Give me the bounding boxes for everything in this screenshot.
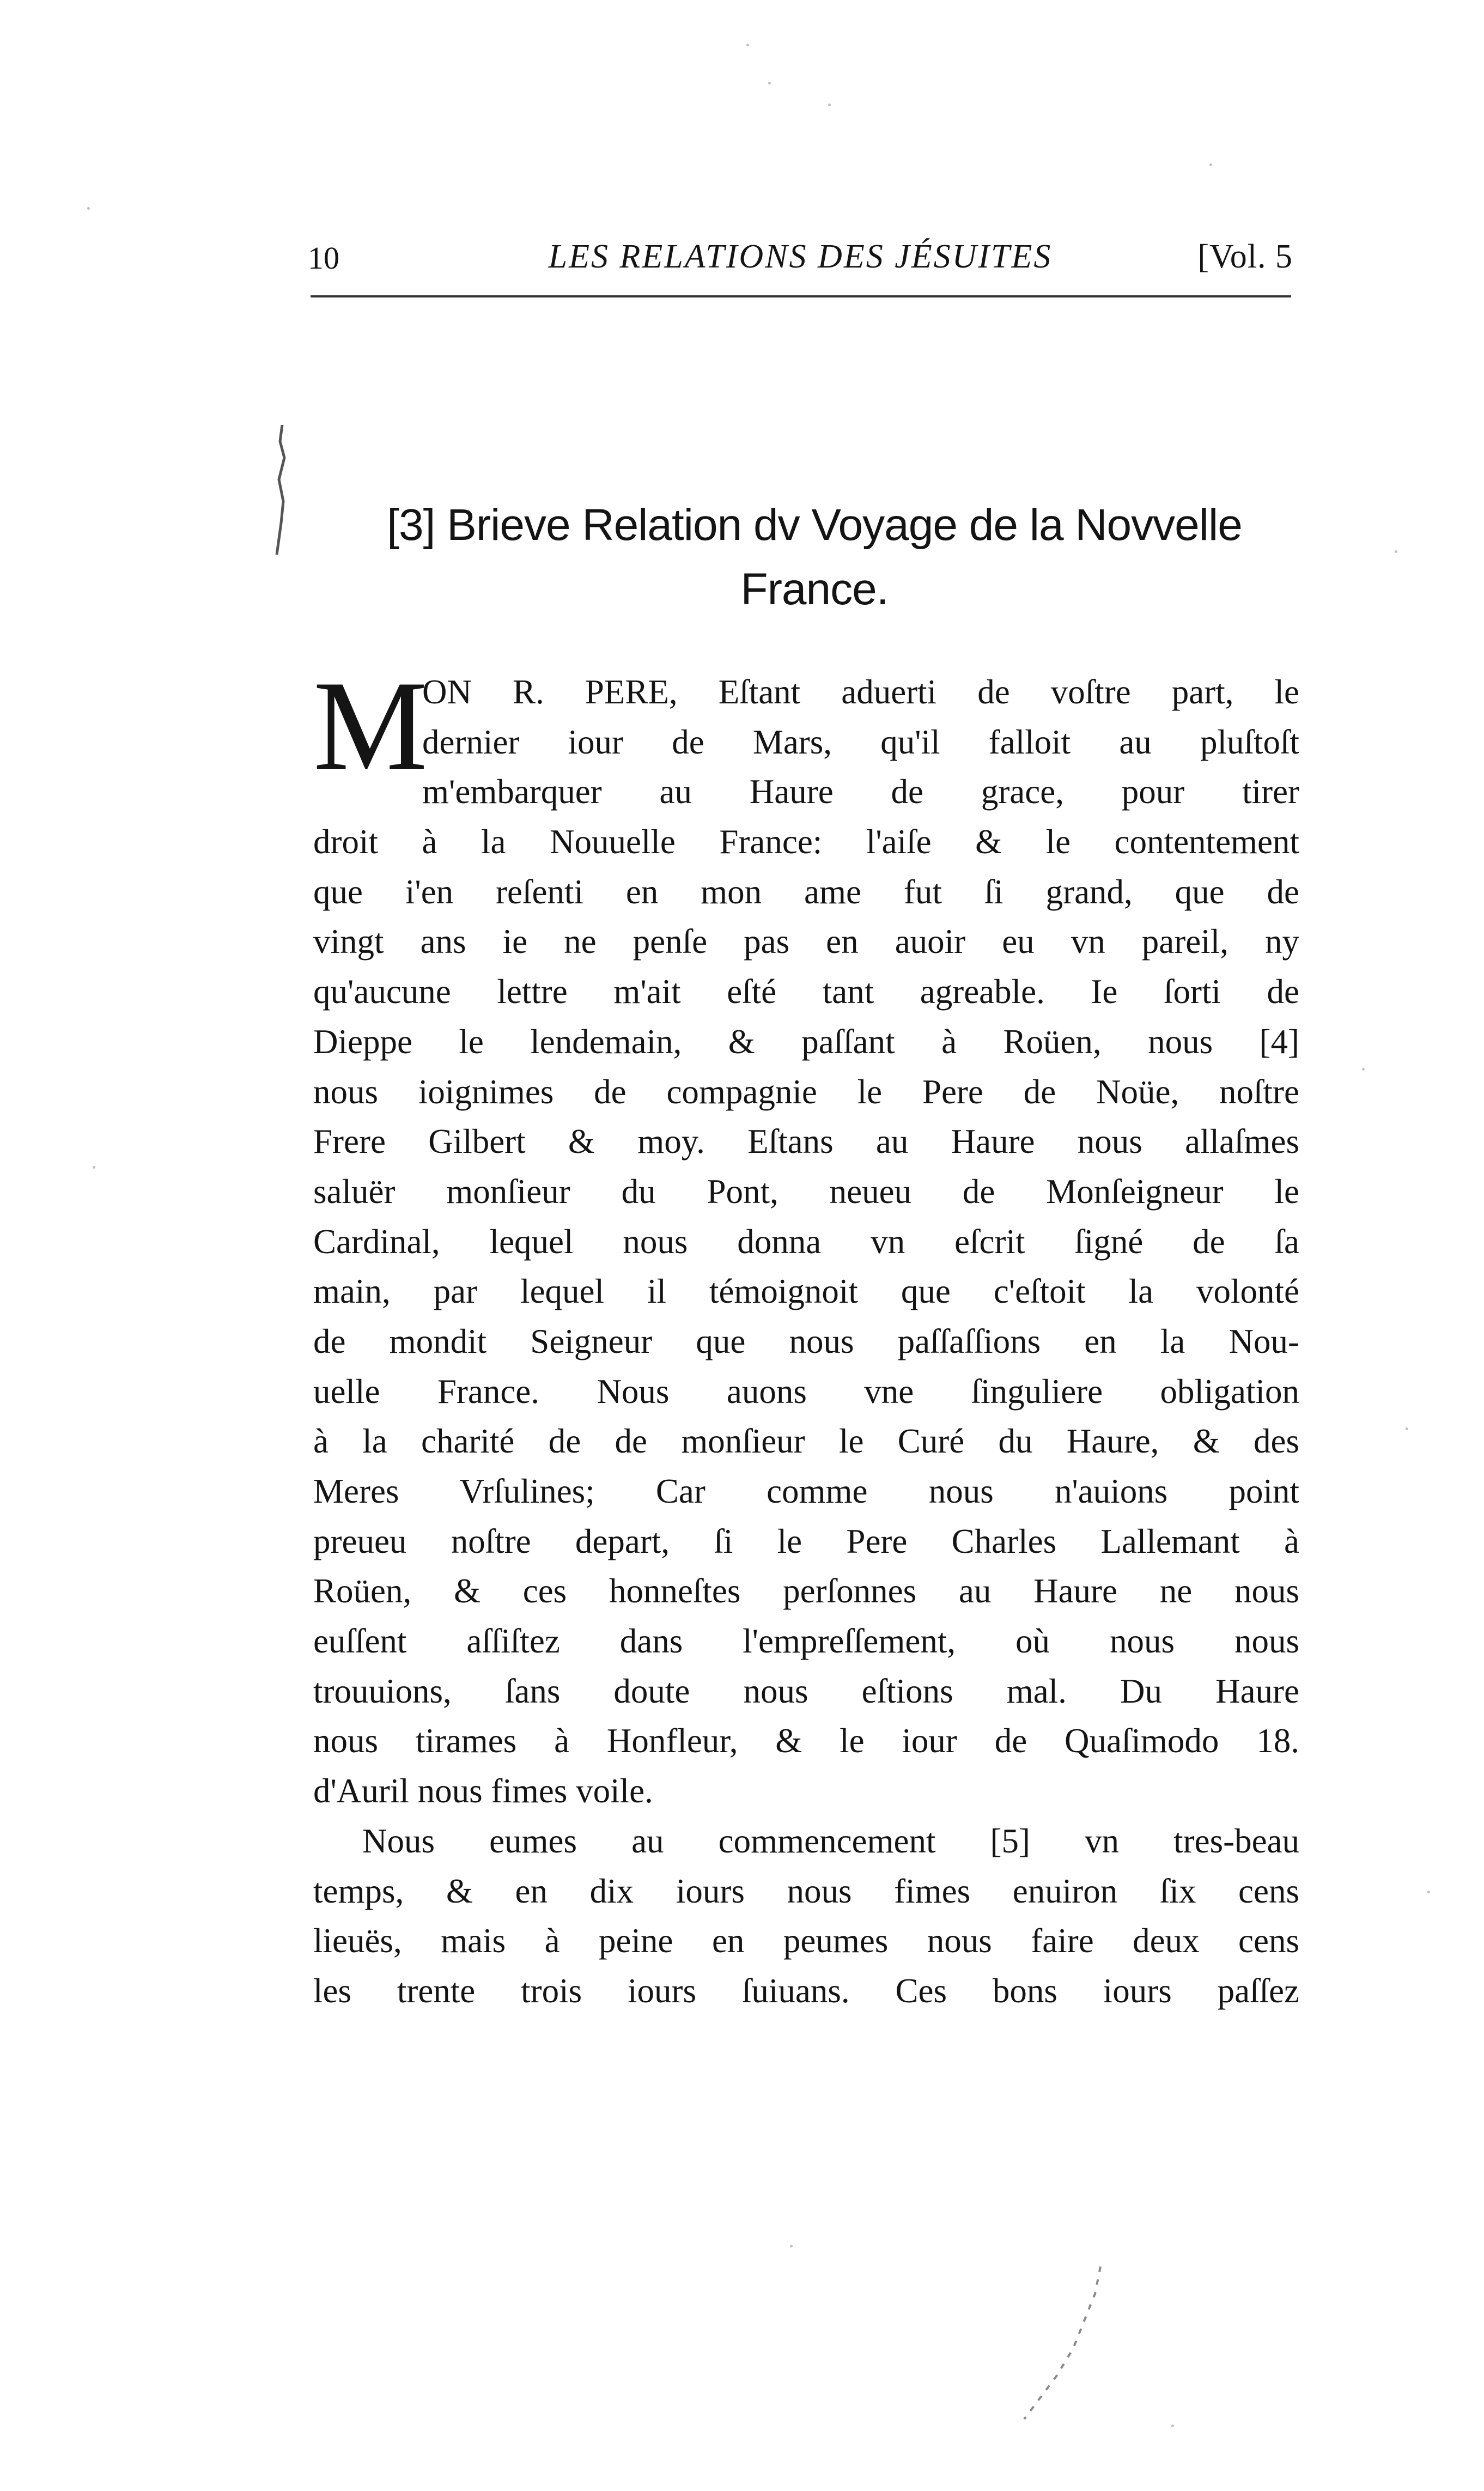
header-rule <box>311 295 1291 297</box>
text-line: preueu noſtre depart, ſi le Pere Charles Lallemant à <box>313 1522 1299 1560</box>
text-line: Frere Gilbert & moy. Eſtans au Haure nous allaſmes <box>313 1122 1299 1161</box>
scan-speck <box>87 207 90 210</box>
text-line: nous tirames à Honfleur, & le iour de Quaſimodo 18. <box>313 1722 1299 1760</box>
text-line: Roüen, & ces honneſtes perſonnes au Haure ne nous <box>313 1572 1299 1611</box>
text-line: à la charité de de monſieur le Curé du Haure, & des <box>313 1422 1299 1461</box>
text-line: Dieppe le lendemain, & paſſant à Roüen, nous [4] <box>313 1022 1299 1061</box>
volume-label: [Vol. 5 <box>1197 238 1293 275</box>
page-header <box>308 230 1293 279</box>
scan-speck <box>1209 163 1212 166</box>
scan-speck <box>93 1166 95 1169</box>
scan-speck <box>1395 550 1397 553</box>
scan-speck <box>790 2245 793 2247</box>
text-line: temps, & en dix iours nous fimes enuiron ſix cens <box>313 1872 1299 1910</box>
text-line: que i'en reſenti en mon ame fut ſi grand, que de <box>313 872 1299 911</box>
heading-line-2: France. <box>740 564 889 614</box>
section-heading <box>338 493 1291 622</box>
text-line: uelle France. Nous auons vne ſinguliere obligation <box>313 1372 1299 1411</box>
margin-mark-icon <box>271 425 293 556</box>
text-line: ON R. PERE, Eſtant aduerti de voſtre part, le <box>422 673 1299 711</box>
text-line: droit à la Nouuelle France: l'aiſe & le contentement <box>313 823 1299 861</box>
text-line: main, par lequel il témoignoit que c'eſtoit la volonté <box>313 1272 1299 1311</box>
page-number: 10 <box>308 240 339 276</box>
text-line: qu'aucune lettre m'ait eſté tant agreable. Ie ſorti de <box>313 973 1299 1011</box>
scan-speck <box>1362 1068 1365 1071</box>
scan-speck <box>1406 1427 1408 1430</box>
text-line: Meres Vrſulines; Car comme nous n'auions point <box>313 1472 1299 1510</box>
text-line: lieuës, mais à peine en peumes nous faire deux cens <box>313 1922 1299 1960</box>
scan-speck <box>746 44 749 46</box>
text-line: d'Auril nous fimes voile. <box>313 1772 653 1810</box>
running-title: LES RELATIONS DES JÉSUITES <box>548 238 1053 275</box>
drop-cap: M <box>313 655 428 797</box>
scan-speck <box>768 82 771 84</box>
text-line: vingt ans ie ne penſe pas en auoir eu vn pareil, ny <box>313 922 1299 961</box>
text-line: saluër monſieur du Pont, neueu de Monſeigneur le <box>313 1172 1299 1211</box>
text-line: euſſent aſſiſtez dans l'empreſſement, où nous nous <box>313 1622 1299 1661</box>
scan-speck <box>828 104 831 106</box>
heading-line-1: [3] Brieve Relation dv Voyage de la Novvelle <box>387 500 1242 550</box>
text-line: dernier iour de Mars, qu'il falloit au pluſtoſt <box>422 722 1299 761</box>
text-line: les trente trois iours ſuiuans. Ces bons iours paſſez <box>313 1971 1299 2010</box>
text-line: m'embarquer au Haure de grace, pour tirer <box>422 773 1299 811</box>
text-line: nous ioignimes de compagnie le Pere de Noüe, noſtre <box>313 1072 1299 1111</box>
scan-speck <box>1427 1891 1430 1893</box>
text-line: de mondit Seigneur que nous paſſaſſions en la Nou- <box>313 1322 1299 1360</box>
body-text <box>313 655 1299 2016</box>
text-line: Cardinal, lequel nous donna vn eſcrit ſigné de ſa <box>313 1222 1299 1261</box>
pencil-mark-icon <box>992 2261 1133 2425</box>
text-line: trouuions, ſans doute nous eſtions mal. Du Haure <box>313 1672 1299 1710</box>
scan-speck <box>1171 2425 1174 2427</box>
text-line: Nous eumes au commencement [5] vn tres-beau <box>362 1821 1299 1860</box>
